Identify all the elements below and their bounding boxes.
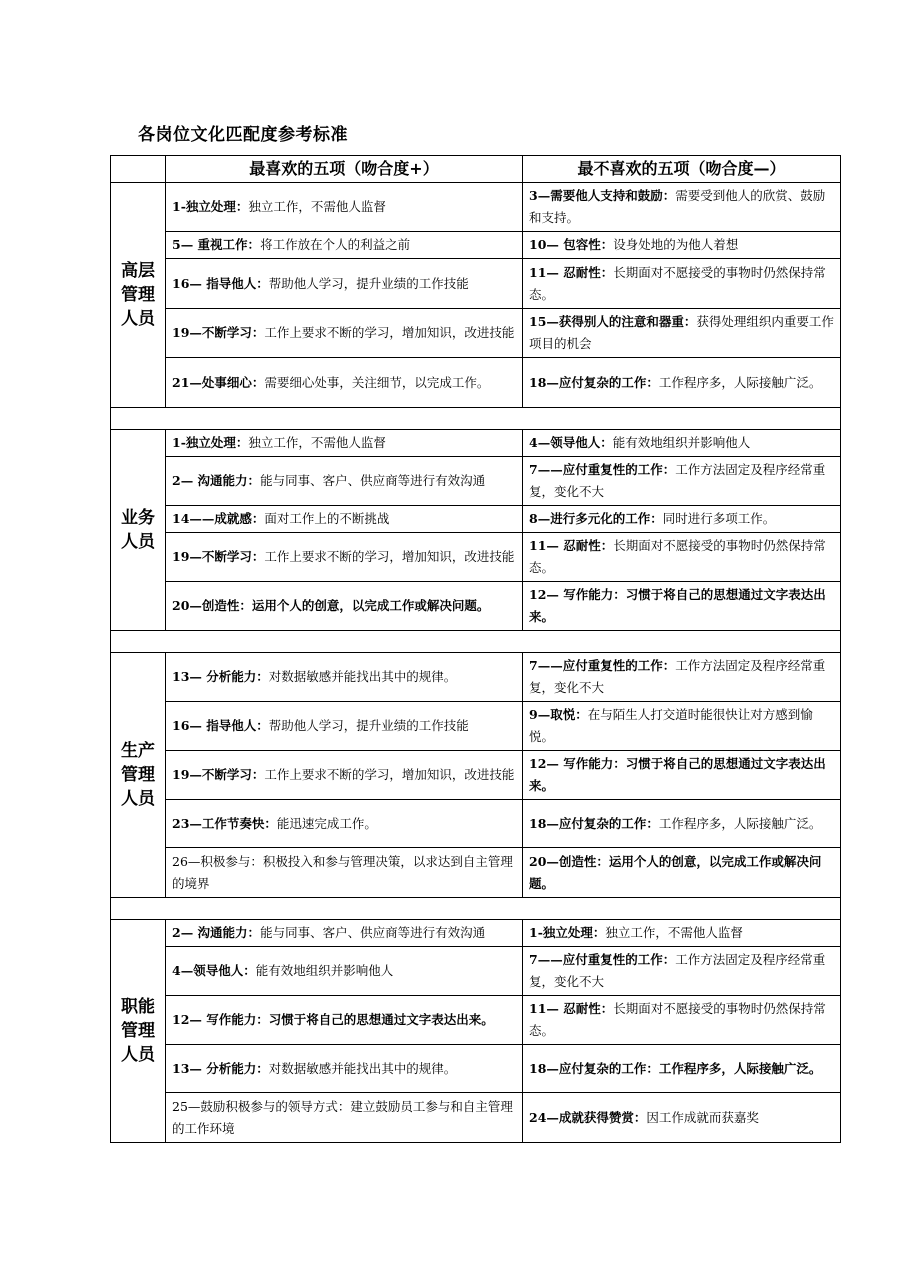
item-description: 工作方法固定及程序经常重复，变化不大: [529, 462, 826, 499]
table-row: [111, 702, 841, 751]
item-title: 2— 沟通能力：: [172, 925, 261, 940]
section-spacer-row: [111, 408, 841, 430]
item-title: 12— 写作能力：: [172, 1012, 269, 1027]
dislike-cell: [523, 1093, 841, 1143]
item-title: 2— 沟通能力：: [172, 473, 261, 488]
item-title: 10— 包容性：: [529, 237, 614, 252]
item-description: 同时进行多项工作。: [662, 511, 776, 526]
item-title: 7——应付重复性的工作：: [529, 952, 676, 967]
item-description: 能与同事、客户、供应商等进行有效沟通: [260, 473, 486, 488]
like-cell: [166, 457, 523, 506]
item-description: 独立工作，不需他人监督: [248, 199, 386, 214]
spacer-cell: [111, 898, 841, 920]
category-label: [111, 920, 166, 1143]
item-description: 工作方法固定及程序经常重复，变化不大: [529, 952, 826, 989]
item-description: 将工作放在个人的利益之前: [260, 237, 411, 252]
table-row: [111, 506, 841, 533]
item-description: 能与同事、客户、供应商等进行有效沟通: [260, 925, 486, 940]
table-row: [111, 232, 841, 259]
dislike-cell: [523, 358, 841, 408]
item-title: 16— 指导他人：: [172, 275, 269, 291]
item-description: 长期面对不愿接受的事物时仍然保持常态。: [529, 1001, 826, 1038]
item-title: 8—进行多元化的工作：: [529, 511, 663, 526]
category-text: 高层 管理 人员: [121, 261, 155, 329]
item-title: 5— 重视工作：: [172, 237, 261, 252]
dislike-cell: [523, 309, 841, 358]
item-title: 11— 忍耐性：: [529, 1001, 614, 1016]
item-description: 因工作成就而获嘉奖: [646, 1109, 759, 1125]
category-label: [111, 653, 166, 898]
dislike-cell: [523, 947, 841, 996]
item-title: 7——应付重复性的工作：: [529, 462, 676, 477]
item-description: 帮助他人学习，提升业绩的工作技能: [268, 718, 469, 733]
item-description: 长期面对不愿接受的事物时仍然保持常态。: [529, 264, 826, 302]
category-text: 职能 管理 人员: [121, 997, 155, 1065]
spacer-cell: [111, 631, 841, 653]
dislike-cell: [523, 848, 841, 898]
like-cell: [166, 653, 523, 702]
item-description: 能迅速完成工作。: [276, 815, 377, 831]
dislike-cell: [523, 457, 841, 506]
like-cell: [166, 848, 523, 898]
dislike-cell: [523, 259, 841, 309]
item-description: 26—积极参与：积极投入和参与管理决策，以求达到自主管理的境界: [172, 853, 513, 891]
dislike-cell: [523, 996, 841, 1045]
table-row: [111, 533, 841, 582]
item-description: 设身处地的为他人着想: [613, 237, 739, 252]
item-title: 1-独立处理：: [172, 435, 249, 450]
item-description: 对数据敏感并能找出其中的规律。: [268, 1060, 457, 1076]
like-cell: [166, 232, 523, 259]
table-row: [111, 947, 841, 996]
item-title: 19—不断学习：: [172, 549, 265, 564]
table-row: [111, 309, 841, 358]
item-description: 运用个人的创意，以完成工作或解决问题。: [529, 853, 822, 891]
item-title: 12— 写作能力：: [529, 587, 626, 602]
item-description: 在与陌生人打交道时能很快让对方感到愉悦。: [529, 707, 813, 744]
table-row: [111, 751, 841, 800]
header-like: 最喜欢的五项（吻合度+）: [166, 156, 523, 183]
table-row: [111, 996, 841, 1045]
table-row: [111, 1093, 841, 1143]
table-row: [111, 1045, 841, 1093]
item-description: 运用个人的创意，以完成工作或解决问题。: [251, 598, 490, 613]
dislike-cell: [523, 702, 841, 751]
item-description: 工作上要求不断的学习，增加知识，改进技能: [264, 767, 515, 782]
item-description: 工作上要求不断的学习，增加知识，改进技能: [264, 325, 515, 340]
dislike-cell: [523, 582, 841, 631]
like-cell: [166, 533, 523, 582]
item-description: 工作程序多，人际接触广泛。: [658, 815, 822, 831]
dislike-cell: [523, 653, 841, 702]
like-cell: [166, 751, 523, 800]
dislike-cell: [523, 751, 841, 800]
dislike-cell: [523, 506, 841, 533]
item-description: 习惯于将自己的思想通过文字表达出来。: [529, 756, 826, 793]
table-body: [111, 183, 841, 1143]
like-cell: [166, 702, 523, 751]
item-description: 对数据敏感并能找出其中的规律。: [268, 669, 457, 684]
like-cell: [166, 259, 523, 309]
item-title: 13— 分析能力：: [172, 669, 269, 684]
table-row: [111, 653, 841, 702]
like-cell: [166, 183, 523, 232]
item-title: 18—应付复杂的工作：: [529, 374, 659, 390]
category-text: 业务 人员: [121, 508, 155, 552]
item-title: 11— 忍耐性：: [529, 264, 614, 280]
header-blank: [111, 156, 166, 183]
item-title: 18—应付复杂的工作：: [529, 815, 659, 831]
item-description: 需要细心处事，关注细节，以完成工作。: [264, 374, 490, 390]
like-cell: [166, 996, 523, 1045]
table-row: [111, 848, 841, 898]
item-description: 面对工作上的不断挑战: [264, 511, 390, 526]
table-row: [111, 183, 841, 232]
item-title: 7——应付重复性的工作：: [529, 658, 676, 673]
item-description: 能有效地组织并影响他人: [255, 963, 394, 978]
item-description: 能有效地组织并影响他人: [612, 435, 751, 450]
section-spacer-row: [111, 631, 841, 653]
item-title: 12— 写作能力：: [529, 756, 626, 771]
category-label: [111, 183, 166, 408]
like-cell: [166, 582, 523, 631]
table-row: [111, 358, 841, 408]
item-description: 长期面对不愿接受的事物时仍然保持常态。: [529, 538, 826, 575]
item-description: 25—鼓励积极参与的领导方式：建立鼓励员工参与和自主管理的工作环境: [172, 1098, 513, 1136]
item-title: 1-独立处理：: [172, 199, 249, 214]
item-description: 工作方法固定及程序经常重复，变化不大: [529, 658, 826, 695]
item-description: 独立工作，不需他人监督: [248, 435, 386, 450]
dislike-cell: [523, 800, 841, 848]
category-text: 生产 管理 人员: [121, 741, 155, 809]
dislike-cell: [523, 232, 841, 259]
dislike-cell: [523, 533, 841, 582]
dislike-cell: [523, 430, 841, 457]
item-title: 21—处事细心：: [172, 374, 265, 390]
like-cell: [166, 1093, 523, 1143]
item-description: 独立工作，不需他人监督: [605, 925, 743, 940]
item-title: 20—创造性：: [529, 853, 609, 869]
item-title: 23—工作节奏快：: [172, 815, 277, 831]
header-dislike: 最不喜欢的五项（吻合度—）: [523, 156, 841, 183]
dislike-cell: [523, 1045, 841, 1093]
like-cell: [166, 358, 523, 408]
item-title: 13— 分析能力：: [172, 1060, 269, 1076]
item-title: 24—成就获得赞赏：: [529, 1109, 647, 1125]
table-row: [111, 430, 841, 457]
like-cell: [166, 920, 523, 947]
item-title: 14——成就感：: [172, 511, 265, 526]
item-title: 3—需要他人支持和鼓励：: [529, 188, 676, 203]
category-label: [111, 430, 166, 631]
item-title: 20—创造性：: [172, 598, 252, 613]
like-cell: [166, 1045, 523, 1093]
like-cell: [166, 506, 523, 533]
dislike-cell: [523, 183, 841, 232]
item-title: 19—不断学习：: [172, 767, 265, 782]
item-description: 需要受到他人的欣赏、鼓励和支持。: [529, 188, 826, 225]
item-description: 获得处理组织内重要工作项目的机会: [529, 314, 834, 351]
table-row: [111, 457, 841, 506]
item-description: 习惯于将自己的思想通过文字表达出来。: [268, 1012, 494, 1027]
item-title: 18—应付复杂的工作：: [529, 1060, 659, 1076]
like-cell: [166, 800, 523, 848]
table-row: [111, 259, 841, 309]
item-title: 1-独立处理：: [529, 925, 606, 940]
item-description: 工作程序多，人际接触广泛。: [658, 1060, 822, 1076]
item-title: 4—领导他人：: [172, 963, 256, 978]
item-description: 工作上要求不断的学习，增加知识，改进技能: [264, 549, 515, 564]
like-cell: [166, 309, 523, 358]
item-title: 15—获得别人的注意和器重：: [529, 314, 697, 329]
item-title: 9—取悦：: [529, 707, 588, 722]
table-header-row: [111, 156, 841, 183]
like-cell: [166, 947, 523, 996]
like-cell: [166, 430, 523, 457]
item-title: 11— 忍耐性：: [529, 538, 614, 553]
table-row: [111, 920, 841, 947]
item-title: 4—领导他人：: [529, 435, 613, 450]
culture-match-table: [110, 155, 841, 1143]
item-description: 工作程序多，人际接触广泛。: [658, 374, 822, 390]
item-description: 帮助他人学习，提升业绩的工作技能: [268, 275, 469, 291]
document-title: 各岗位文化匹配度参考标准: [138, 125, 348, 145]
section-spacer-row: [111, 898, 841, 920]
spacer-cell: [111, 408, 841, 430]
item-title: 16— 指导他人：: [172, 718, 269, 733]
item-title: 19—不断学习：: [172, 325, 265, 340]
item-description: 习惯于将自己的思想通过文字表达出来。: [529, 587, 826, 624]
table-row: [111, 800, 841, 848]
dislike-cell: [523, 920, 841, 947]
table-row: [111, 582, 841, 631]
